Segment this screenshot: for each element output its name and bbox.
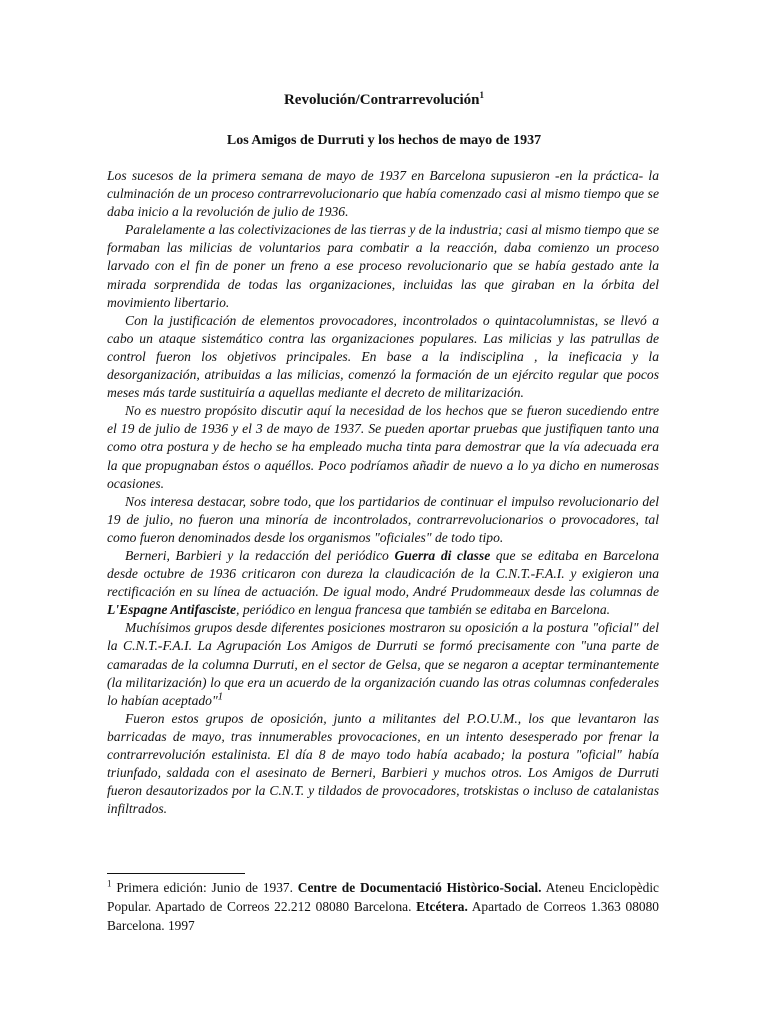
- footnote-text-a: Primera edición: Junio de 1937.: [111, 880, 298, 895]
- newspaper-title-espagne-antifasciste: L'Espagne Antifasciste: [107, 602, 237, 618]
- footnote-separator: [107, 873, 245, 874]
- paragraph-8: Fueron estos grupos de oposición, junto a militantes del P.O.U.M., los que levantaron las barricadas de mayo, tras innumerables provocaciones, en un intento desesperado por frenar la contrarrevolución estalinista. El día 8 de mayo todo había acabado; la postura "oficial" había triunfado, saldada con el asesinato de Berneri, Barbieri y muchos otros. Los Amigos de Durruti fueron desautorizados por la C.N.T. y tildados de provocadores, trotskistas o incluso de catalanistas infiltrados.: [107, 710, 659, 817]
- paragraph-4: No es nuestro propósito discutir aquí la necesidad de los hechos que se fueron sucediendo entre el 19 de julio de 1936 y el 3 de mayo de 1937. Se pueden aportar pruebas que justifiquen tanto una como otra postura y de hecho se ha empleado mucha tinta para demostrar que la vía adecuada era la que propugnaban éstos o aquéllos. Poco podríamos añadir de nuevo a lo ya dicho en numerosas ocasiones.: [107, 403, 659, 491]
- footnote-publisher-2: Etcétera.: [416, 899, 468, 914]
- paragraph-7-text: Muchísimos grupos desde diferentes posiciones mostraron su oposición a la postura "oficial" del la C.N.T.-F.A.I. La Agrupación Los Amigos de Durruti se formó precisamente con "una parte de camaradas de la columna Durruti, en el sector de Gelsa, que se negaron a aceptar terminantemente (la militarización) lo que era un acuerdo de la organización cuando las otras columnas confederales lo habían aceptado": [107, 620, 659, 708]
- paragraph-6-text-c: que se editaba en Barcelona desde octubre de 1936 criticaron con dureza la claudicación de la C.N.T.-F.A.I. y exigieron una rectificación en su línea de actuación. De igual modo, André Prudommeaux desde las columnas de: [107, 547, 659, 600]
- paragraph-7: [107, 619, 659, 709]
- paragraph-6-text-e: , periódico en lengua francesa que también se editaba en Barcelona.: [236, 602, 611, 618]
- title-text: Revolución/Contrarrevolución: [283, 92, 480, 108]
- footnote-mark: 1: [107, 878, 112, 889]
- title-footnote-mark: 1: [479, 90, 485, 100]
- page-title: [0, 92, 768, 109]
- newspaper-title-guerra-di-classe: Guerra di classe: [394, 547, 491, 563]
- paragraph-6-text-a: Berneri, Barbieri y la redacción del periódico: [125, 547, 395, 563]
- footnote: [107, 878, 659, 935]
- paragraph-3: Con la justificación de elementos provocadores, incontrolados o quintacolumnistas, se llevó a cabo un ataque sistemático contra las organizaciones populares. Las milicias y las patrullas de control fueron los objetivos principales. En base a la indisciplina , la ineficacia y la desorganización, atribuidas a las milicias, comenzó la formación de un ejército regular que pocos meses más tarde sustituiría a aquellas mediante el decreto de militarización.: [107, 312, 659, 401]
- footnote-publisher-1: Centre de Documentació Històrico-Social.: [297, 880, 542, 895]
- footnote-text-e: Apartado de Correos 1.363 08080 Barcelona. 1997: [107, 899, 659, 933]
- footnote-text: [107, 878, 659, 935]
- page-subtitle: Los Amigos de Durruti y los hechos de mayo de 1937: [226, 133, 542, 148]
- paragraph-2: Paralelamente a las colectivizaciones de las tierras y de la industria; casi al mismo tiempo que se formaban las milicias de voluntarios para combatir a la reacción, daba comienzo un proceso larvado con el fin de poner un freno a ese proceso revolucionario que se había gestado ante la mirada sorprendida de todas las organizaciones, incluidas las que giraban en la órbita del movimiento libertario.: [107, 222, 659, 310]
- body-text: [107, 167, 659, 818]
- paragraph-1: Los sucesos de la primera semana de mayo de 1937 en Barcelona supusieron -en la práctica- la culminación de un proceso contrarrevolucionario que había comenzado casi al mismo tiempo que se daba inicio a la revolución de julio de 1936.: [107, 168, 659, 220]
- footnote-reference: 1: [217, 690, 224, 703]
- paragraph-6: [107, 547, 659, 619]
- paragraph-5: Nos interesa destacar, sobre todo, que los partidarios de continuar el impulso revolucionario del 19 de julio, no fueron una minoría de incontrolados, contrarrevolucionarios o provocadores, tal como fueron denominados desde los organismos "oficiales" de todo tipo.: [107, 493, 659, 545]
- footnote-text-c: Ateneu Enciclopèdic Popular. Apartado de Correos 22.212 08080 Barcelona.: [107, 880, 659, 914]
